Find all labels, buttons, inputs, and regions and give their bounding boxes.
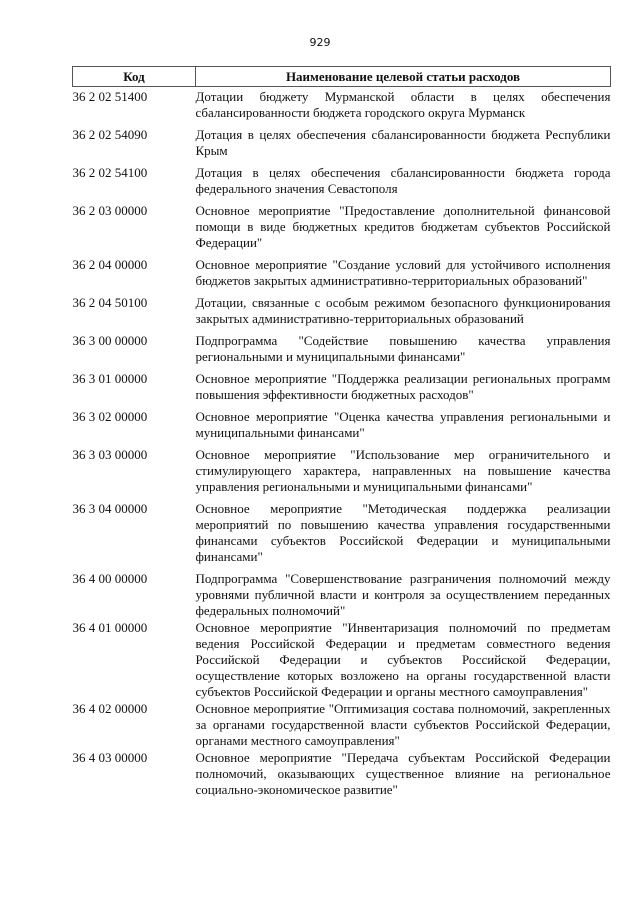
- row-code: 36 3 02 00000: [72, 409, 148, 424]
- row-name: Основное мероприятие "Инвентаризация полномочий по предметам ведения Российской Федерации и предметам совместного ведения Российской Федерации и субъектов Российской Федерации, осуществление которых возложено на органы государственной власти субъектов Российской Федерации и органы местного самоуправления": [195, 620, 611, 699]
- row-name: Основное мероприятие "Оценка качества управления региональными и муниципальными финансами": [195, 409, 611, 440]
- row-name: Дотации бюджету Мурманской области в целях обеспечения сбалансированности бюджета городского округа Мурманск: [195, 89, 611, 120]
- table-row: [73, 409, 611, 447]
- row-name: Основное мероприятие "Методическая поддержка реализации мероприятий по повышению качества управления государственными финансами субъектов Российской Федерации и муниципальными финансами": [195, 501, 611, 564]
- row-code: 36 2 02 51400: [72, 89, 148, 104]
- table-row: [73, 257, 611, 295]
- table-row: [73, 501, 611, 571]
- table-row: [73, 165, 611, 203]
- row-code: 36 2 03 00000: [72, 203, 148, 218]
- row-code: 36 2 02 54100: [72, 165, 148, 180]
- table-row: [73, 701, 611, 750]
- row-name: Дотация в целях обеспечения сбалансированности бюджета города федерального значения Севастополя: [195, 165, 611, 196]
- page-number: 929: [309, 36, 331, 49]
- table-row: [73, 750, 611, 799]
- row-name: Основное мероприятие "Оптимизация состава полномочий, закрепленных за органами государственной власти субъектов Российской Федерации, органами местного самоуправления": [195, 701, 611, 748]
- row-name: Основное мероприятие "Использование мер ограничительного и стимулирующего характера, направленных на повышение качества управления региональными и муниципальными финансами": [195, 447, 611, 494]
- table-row: [73, 87, 611, 128]
- table-row: [73, 371, 611, 409]
- row-code: 36 2 04 50100: [72, 295, 148, 310]
- header-name: Наименование целевой статьи расходов: [196, 67, 611, 87]
- table-row: [73, 333, 611, 371]
- row-code: 36 3 03 00000: [72, 447, 148, 462]
- row-code: 36 4 01 00000: [72, 620, 148, 635]
- row-code: 36 3 01 00000: [72, 371, 148, 386]
- row-name: Подпрограмма "Совершенствование разграничения полномочий между уровнями публичной власти и контроля за осуществлением переданных федеральных полномочий": [195, 571, 611, 618]
- table-header-row: [73, 67, 611, 87]
- header-code: Код: [73, 67, 196, 87]
- row-name: Подпрограмма "Содействие повышению качества управления региональными и муниципальными финансами": [195, 333, 611, 364]
- table-row: [73, 447, 611, 501]
- table-row: [73, 203, 611, 257]
- row-name: Основное мероприятие "Создание условий для устойчивого исполнения бюджетов закрытых административно-территориальных образований": [195, 257, 611, 288]
- row-code: 36 2 02 54090: [72, 127, 148, 142]
- table-row: [73, 295, 611, 333]
- row-code: 36 4 02 00000: [72, 701, 148, 716]
- table-row: [73, 127, 611, 165]
- row-name: Основное мероприятие "Предоставление дополнительной финансовой помощи в виде бюджетных кредитов бюджетам субъектов Российской Федерации": [195, 203, 611, 250]
- row-name: Основное мероприятие "Передача субъектам Российской Федерации полномочий, оказывающих существенное влияние на региональное социально-экономическое развитие": [195, 750, 611, 797]
- row-code: 36 4 00 00000: [72, 571, 148, 586]
- row-name: Основное мероприятие "Поддержка реализации региональных программ повышения эффективности бюджетных расходов": [195, 371, 611, 402]
- row-name: Дотация в целях обеспечения сбалансированности бюджета Республики Крым: [195, 127, 611, 158]
- row-code: 36 3 04 00000: [72, 501, 148, 516]
- table-row: [73, 571, 611, 620]
- row-code: 36 3 00 00000: [72, 333, 148, 348]
- row-name: Дотации, связанные с особым режимом безопасного функционирования закрытых административно-территориальных образований: [195, 295, 611, 326]
- row-code: 36 4 03 00000: [72, 750, 148, 765]
- budget-table: [72, 66, 611, 799]
- table-row: [73, 620, 611, 701]
- row-code: 36 2 04 00000: [72, 257, 148, 272]
